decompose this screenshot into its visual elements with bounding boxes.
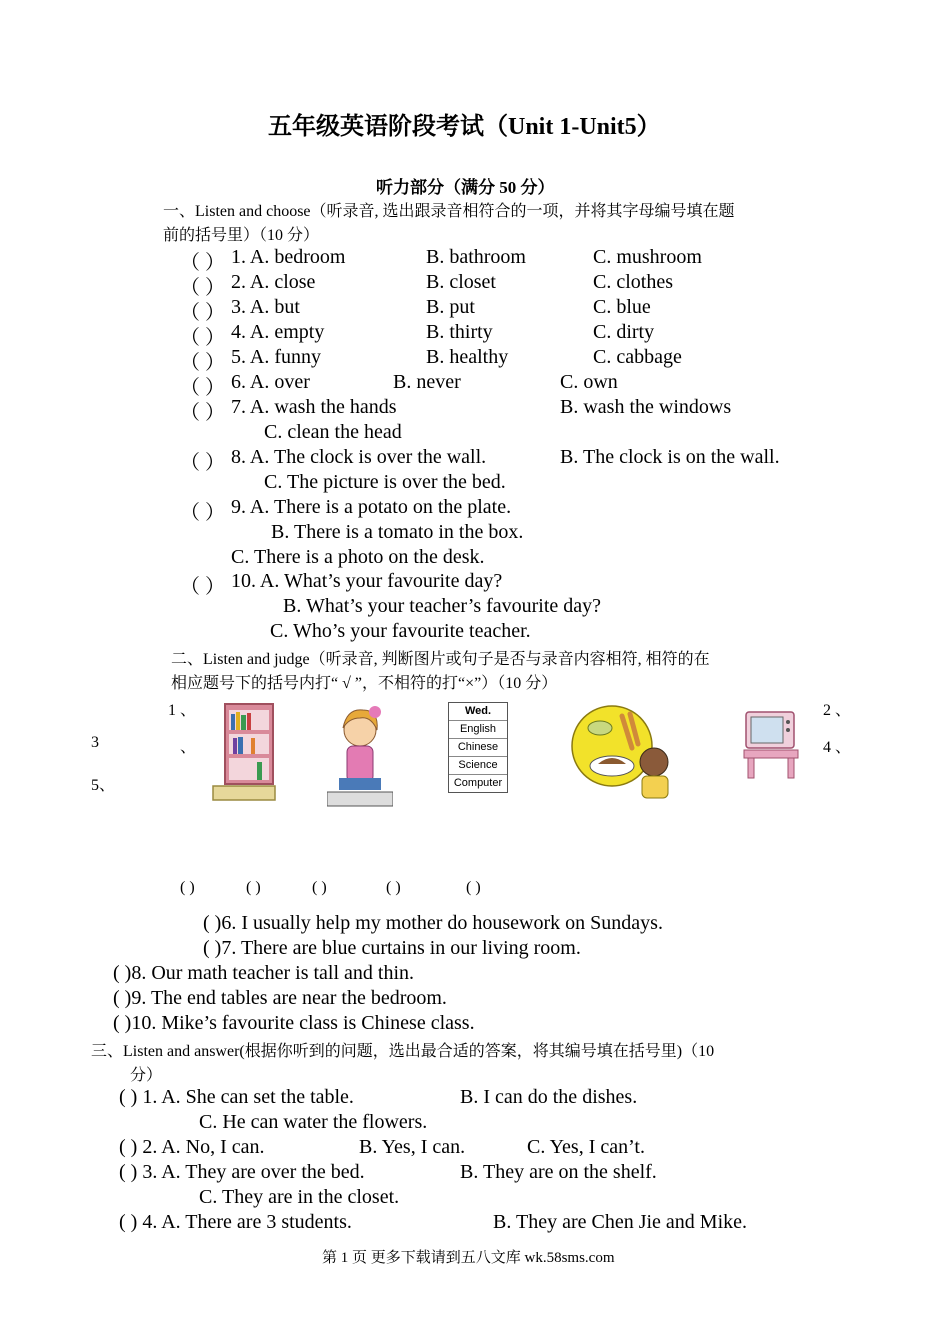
answer-q3-option-a: ( ) 3. A. They are over the bed. xyxy=(119,1161,365,1183)
judge-sentence-10: ( )10. Mike’s favourite class is Chinese class. xyxy=(113,1012,475,1034)
answer-q4-option-a: ( ) 4. A. There are 3 students. xyxy=(119,1211,352,1233)
answer-bracket[interactable]: （ ） xyxy=(180,277,225,299)
part3-instruction-cont: 分） xyxy=(130,1067,163,1084)
q2-option-a: 2. A. close xyxy=(231,271,316,293)
page-title: 五年级英语阶段考试（Unit 1-Unit5） xyxy=(268,114,661,140)
picture-number: 3 xyxy=(91,734,99,751)
answer-q2-option-a: ( ) 2. A. No, I can. xyxy=(119,1136,265,1158)
q1-option-a: 1. A. bedroom xyxy=(231,246,346,268)
q8-option-c: C. The picture is over the bed. xyxy=(264,471,506,493)
schedule-subject: Computer xyxy=(453,777,503,789)
q6-option-c: C. own xyxy=(560,371,618,393)
answer-q1-option-a: ( ) 1. A. She can set the table. xyxy=(119,1086,354,1108)
picture-answer-bracket[interactable]: ( ) xyxy=(386,879,401,896)
bookshelf-picture xyxy=(211,702,277,804)
q3-option-c: C. blue xyxy=(593,296,651,318)
q2-option-c: C. clothes xyxy=(593,271,673,293)
answer-q1-option-b: B. I can do the dishes. xyxy=(460,1086,638,1108)
q4-option-b: B. thirty xyxy=(426,321,493,343)
q4-option-a: 4. A. empty xyxy=(231,321,325,343)
q7-option-b: B. wash the windows xyxy=(560,396,732,418)
q7-option-a: 7. A. wash the hands xyxy=(231,396,397,418)
q5-option-b: B. healthy xyxy=(426,346,509,368)
q9-option-c: C. There is a photo on the desk. xyxy=(231,546,485,568)
schedule-day: Wed. xyxy=(449,703,507,721)
part1-instruction-cont: 前的括号里）（10 分） xyxy=(163,227,320,244)
girl-picture xyxy=(327,702,393,808)
q3-option-b: B. put xyxy=(426,296,475,318)
q10-option-c: C. Who’s your favourite teacher. xyxy=(270,620,531,642)
answer-q3-option-c: C. They are in the closet. xyxy=(199,1186,400,1208)
q10-option-b: B. What’s your teacher’s favourite day? xyxy=(283,595,602,617)
page-footer: 第 1 页 更多下载请到五八文库 wk.58sms.com xyxy=(322,1250,615,1266)
tv-picture xyxy=(742,706,800,780)
q9-option-a: 9. A. There is a potato on the plate. xyxy=(231,496,512,518)
answer-bracket[interactable]: （ ） xyxy=(180,502,225,524)
q2-option-b: B. closet xyxy=(426,271,496,293)
q8-option-a: 8. A. The clock is over the wall. xyxy=(231,446,487,468)
part2-instruction: 二、Listen and judge（听录音, 判断图片或句子是否与录音内容相符, 相符的在 xyxy=(171,651,710,668)
q5-option-a: 5. A. funny xyxy=(231,346,321,368)
picture-answer-bracket[interactable]: ( ) xyxy=(312,879,327,896)
q3-option-a: 3. A. but xyxy=(231,296,300,318)
answer-q4-option-b: B. They are Chen Jie and Mike. xyxy=(493,1211,748,1233)
q10-option-a: 10. A. What’s your favourite day? xyxy=(231,570,503,592)
part1-instruction: 一、Listen and choose（听录音, 选出跟录音相符合的一项，并将其字母编号填在题 xyxy=(163,203,735,220)
q6-option-a: 6. A. over xyxy=(231,371,310,393)
schedule-subject: Science xyxy=(449,757,507,775)
judge-sentence-7: ( )7. There are blue curtains in our living room. xyxy=(203,937,581,959)
q1-option-b: B. bathroom xyxy=(426,246,526,268)
picture-number: 4 、 xyxy=(823,739,852,756)
answer-bracket[interactable]: （ ） xyxy=(180,327,225,349)
judge-sentence-8: ( )8. Our math teacher is tall and thin. xyxy=(113,962,415,984)
picture-number: 5、 xyxy=(91,777,116,794)
schedule-subject: English xyxy=(449,721,507,739)
answer-q2-option-b: B. Yes, I can. xyxy=(359,1136,466,1158)
q9-option-b: B. There is a tomato in the box. xyxy=(271,521,524,543)
food-plate-picture xyxy=(570,702,680,800)
answer-q3-option-b: B. They are on the shelf. xyxy=(460,1161,657,1183)
answer-bracket[interactable]: （ ） xyxy=(180,452,225,474)
part2-instruction-cont: 相应题号下的括号内打“ √ ”，不相符的打“×”）（10 分） xyxy=(171,675,558,692)
answer-bracket[interactable]: （ ） xyxy=(180,402,225,424)
part3-instruction: 三、Listen and answer(根据你听到的问题，选出最合适的答案，将其编号填在括号里)（10 xyxy=(91,1043,715,1060)
answer-bracket[interactable]: （ ） xyxy=(180,377,225,399)
answer-q2-option-c: C. Yes, I can’t. xyxy=(527,1136,645,1158)
picture-number: 2 、 xyxy=(823,702,852,719)
picture-number: 、 xyxy=(180,739,197,756)
answer-bracket[interactable]: （ ） xyxy=(180,352,225,374)
q4-option-c: C. dirty xyxy=(593,321,655,343)
answer-q1-option-c: C. He can water the flowers. xyxy=(199,1111,428,1133)
picture-answer-bracket[interactable]: ( ) xyxy=(180,879,195,896)
listening-header: 听力部分（满分 50 分） xyxy=(376,178,555,197)
picture-answer-bracket[interactable]: ( ) xyxy=(466,879,481,896)
answer-bracket[interactable]: （ ） xyxy=(180,302,225,324)
q5-option-c: C. cabbage xyxy=(593,346,682,368)
picture-number: 1 、 xyxy=(168,702,197,719)
judge-sentence-9: ( )9. The end tables are near the bedroom. xyxy=(113,987,447,1009)
answer-bracket[interactable]: （ ） xyxy=(180,252,225,274)
judge-sentence-6: ( )6. I usually help my mother do housework on Sundays. xyxy=(203,912,663,934)
q1-option-c: C. mushroom xyxy=(593,246,702,268)
answer-bracket[interactable]: （ ） xyxy=(180,576,225,598)
q6-option-b: B. never xyxy=(393,371,461,393)
picture-answer-bracket[interactable]: ( ) xyxy=(246,879,261,896)
schedule-subject: Chinese xyxy=(449,739,507,757)
schedule-table xyxy=(448,702,508,793)
q8-option-b: B. The clock is on the wall. xyxy=(560,446,780,468)
q7-option-c: C. clean the head xyxy=(264,421,402,443)
